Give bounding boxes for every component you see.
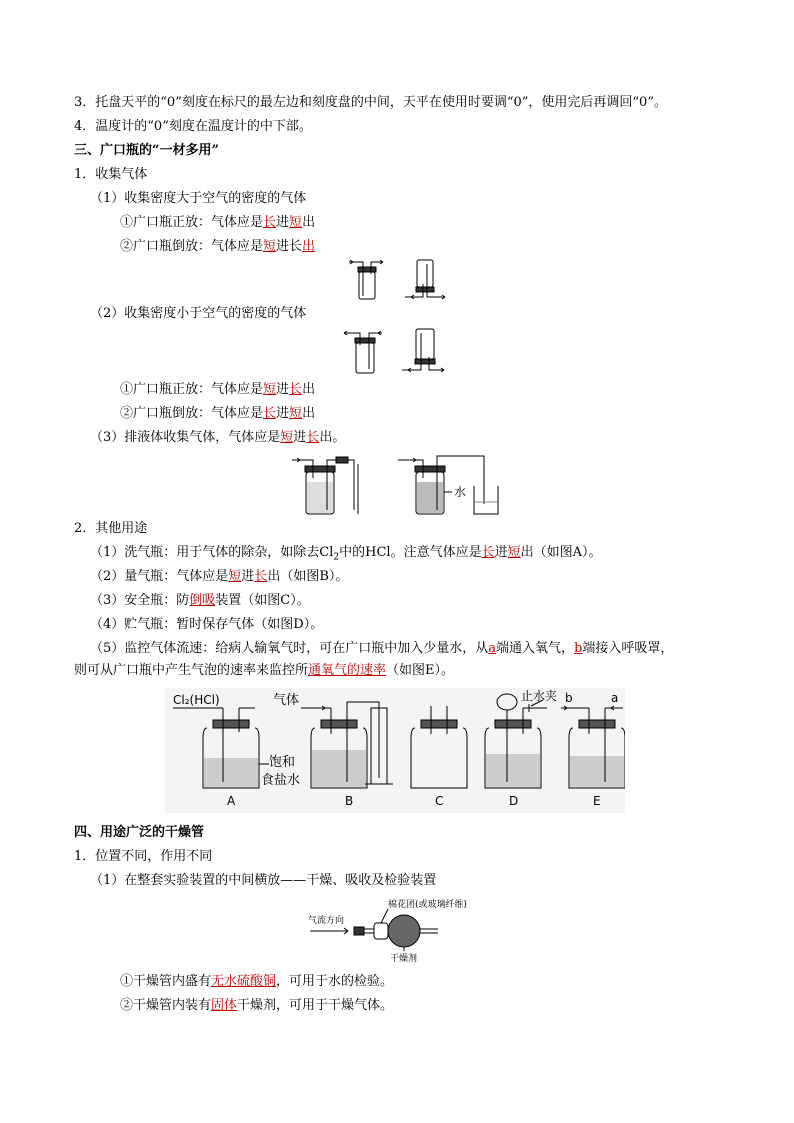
use-flow-monitor: （5）监控气体流速：给病人输氧气时，可在广口瓶中加入少量水，从a端通入氧气，b端接入呼吸罩， bbox=[90, 641, 674, 656]
note-thermometer: 4．温度计的“0”刻度在温度计的中下部。 bbox=[74, 119, 312, 134]
heading-heavier-gas: （1）收集密度大于空气的密度的气体 bbox=[90, 191, 307, 206]
item-upright-heavier: ①广口瓶正放：气体应是长进短出 bbox=[120, 215, 316, 230]
dryer-flow-label: 气流方向 bbox=[308, 916, 345, 926]
item-inverted-lighter: ②广口瓶倒放：气体应是长进短出 bbox=[120, 406, 316, 421]
heading-collect-gas: 1．收集气体 bbox=[74, 167, 148, 182]
figure-drying-tube bbox=[308, 893, 478, 963]
figE-a-label: a bbox=[611, 691, 619, 705]
heading-position: 1．位置不同，作用不同 bbox=[74, 849, 213, 864]
item-solid-desiccant: ②干燥管内装有固体干燥剂，可用于干燥气体。 bbox=[120, 998, 394, 1013]
figA-solution-line2: 食盐水 bbox=[261, 773, 301, 788]
figure-bottle-uses-a-e bbox=[165, 688, 625, 813]
figure-lighter-gas-bottles bbox=[338, 325, 448, 377]
use-safety-bottle: （3）安全瓶：防倒吸装置（如图C）。 bbox=[90, 593, 310, 608]
dryer-cotton-label: 棉花团(或玻璃纤维) bbox=[388, 900, 468, 910]
figA-solution-line1: 饱和 bbox=[269, 755, 296, 770]
item-copper-sulfate: ①干燥管内盛有无水硫酸铜，可用于水的检验。 bbox=[120, 974, 394, 989]
figure-liquid-displacement bbox=[288, 452, 508, 522]
figA-gas-label: Cl₂(HCl) bbox=[173, 693, 220, 707]
figE-b-label: b bbox=[565, 691, 573, 705]
item-upright-lighter: ①广口瓶正放：气体应是短进长出 bbox=[120, 382, 316, 397]
use-measuring-bottle: （2）量气瓶：气体应是短进长出（如图B）。 bbox=[90, 569, 349, 584]
heading-horizontal: （1）在整套实验装置的中间横放——干燥、吸收及检验装置 bbox=[90, 873, 437, 888]
note-balance: 3．托盘天平的“0”刻度在标尺的最左边和刻度盘的中间，天平在使用时要调“0”，使用完后再调回“0”。 bbox=[74, 95, 667, 110]
heading-other-uses: 2．其他用途 bbox=[74, 521, 148, 536]
figD-clamp-label: 止水夹 bbox=[521, 689, 558, 703]
figure-heavier-gas-bottles bbox=[345, 256, 455, 302]
section-title-bottle: 三、广口瓶的“一材多用” bbox=[74, 143, 219, 158]
use-washing-bottle: （1）洗气瓶：用于气体的除杂，如除去$Cl_2$中的HCl。注意气体应是长进短出（如图A）。 bbox=[90, 545, 602, 563]
heading-lighter-gas: （2）收集密度小于空气的密度的气体 bbox=[90, 306, 307, 321]
section-title-drying-tube: 四、用途广泛的干燥管 bbox=[74, 825, 205, 840]
fig3-water-label: 水 bbox=[454, 485, 467, 499]
figB-caption: B bbox=[345, 794, 354, 808]
figC-caption: C bbox=[435, 794, 444, 808]
dryer-agent-label: 干燥剂 bbox=[390, 954, 418, 963]
use-storage-bottle: （4）贮气瓶：暂时保存气体（如图D）。 bbox=[90, 617, 324, 632]
figA-caption: A bbox=[227, 794, 236, 808]
figB-gas-label: 气体 bbox=[273, 693, 300, 708]
figE-caption: E bbox=[593, 794, 601, 808]
item-liquid-displacement: （3）排液体收集气体，气体应是短进长出。 bbox=[90, 430, 346, 445]
use-flow-monitor-cont: 则可从广口瓶中产生气泡的速率来监控所通氧气的速率（如图E）。 bbox=[74, 663, 455, 678]
item-inverted-heavier: ②广口瓶倒放：气体应是短进长出 bbox=[120, 239, 316, 254]
figD-caption: D bbox=[509, 794, 519, 808]
